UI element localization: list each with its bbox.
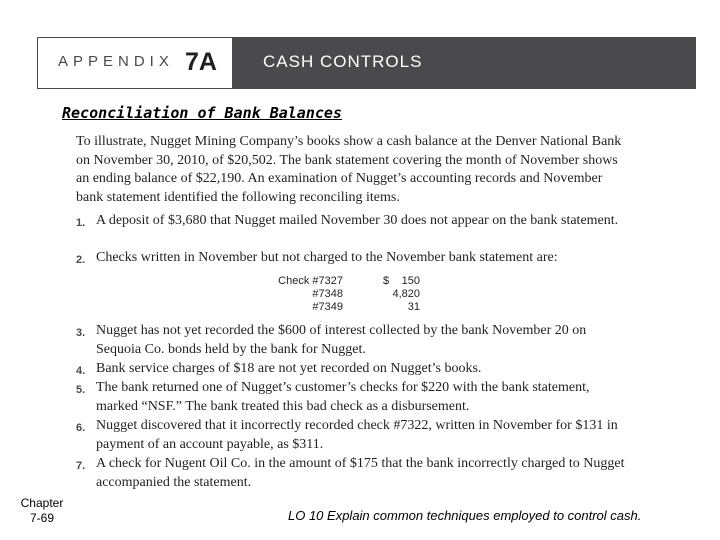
item-text: Nugget discovered that it incorrectly recorded check #7322, written in November for $131 in payment of an account payable, as $311. — [96, 418, 618, 452]
chapter-word: Chapter — [20, 496, 64, 510]
item-text: Checks written in November but not charged to the November bank statement are: — [96, 250, 558, 265]
list-item — [76, 360, 629, 379]
item-text: The bank returned one of Nugget’s customer’s checks for $220 with the bank statement, marked “NSF.” The bank treated this bad check as a disbursement. — [96, 380, 590, 414]
check-amount: 4,820 — [392, 288, 420, 300]
check-dollar-sign: $ — [383, 275, 390, 287]
outstanding-checks-table — [278, 275, 423, 314]
item-text: A check for Nugent Oil Co. in the amount of $175 that the bank incorrectly charged to Nugget accompanied the statement. — [96, 456, 625, 490]
item-text: Bank service charges of $18 are not yet recorded on Nugget’s books. — [96, 361, 482, 376]
learning-objective: LO 10 Explain common techniques employed to control cash. — [288, 508, 642, 523]
list-item — [76, 379, 629, 416]
check-number: #7348 — [312, 288, 343, 300]
list-item — [76, 417, 629, 454]
appendix-banner — [37, 37, 696, 89]
item-number: 7. — [76, 460, 86, 472]
check-number: Check #7327 — [278, 275, 343, 287]
list-item — [76, 455, 629, 492]
appendix-label-box — [37, 37, 233, 89]
check-row — [278, 275, 423, 288]
list-item — [76, 212, 629, 231]
appendix-number: 7A — [185, 48, 217, 76]
check-row — [283, 301, 423, 314]
intro-paragraph: To illustrate, Nugget Mining Company’s books show a cash balance at the Denver National Bank on November 30, 2010, of $20,502. The bank statement covering the month of November shows an ending balance of $22,190. An examination of Nugget’s accounting records and November bank statement identified the following reconciling items. — [76, 134, 622, 205]
chapter-label — [18, 496, 66, 526]
check-row — [283, 288, 423, 301]
section-heading: Reconciliation of Bank Balances — [62, 104, 342, 122]
item-number: 1. — [76, 217, 86, 229]
item-number: 2. — [76, 254, 86, 266]
item-number: 6. — [76, 422, 86, 434]
item-text: A deposit of $3,680 that Nugget mailed November 30 does not appear on the bank statement. — [96, 213, 619, 228]
check-amount: 31 — [407, 301, 420, 313]
item-number: 3. — [76, 327, 86, 339]
check-number: #7349 — [312, 301, 343, 313]
appendix-word: APPENDIX — [58, 53, 174, 70]
check-amount: 150 — [401, 275, 420, 287]
item-text: Nugget has not yet recorded the $600 of interest collected by the bank November 20 on Sequoia Co. bonds held by the bank for Nugget. — [96, 323, 587, 357]
chapter-page-number: 7-69 — [29, 511, 55, 525]
item-number: 4. — [76, 365, 86, 377]
list-item — [76, 322, 629, 359]
list-item — [76, 249, 629, 268]
item-number: 5. — [76, 384, 86, 396]
banner-title: CASH CONTROLS — [263, 52, 423, 71]
